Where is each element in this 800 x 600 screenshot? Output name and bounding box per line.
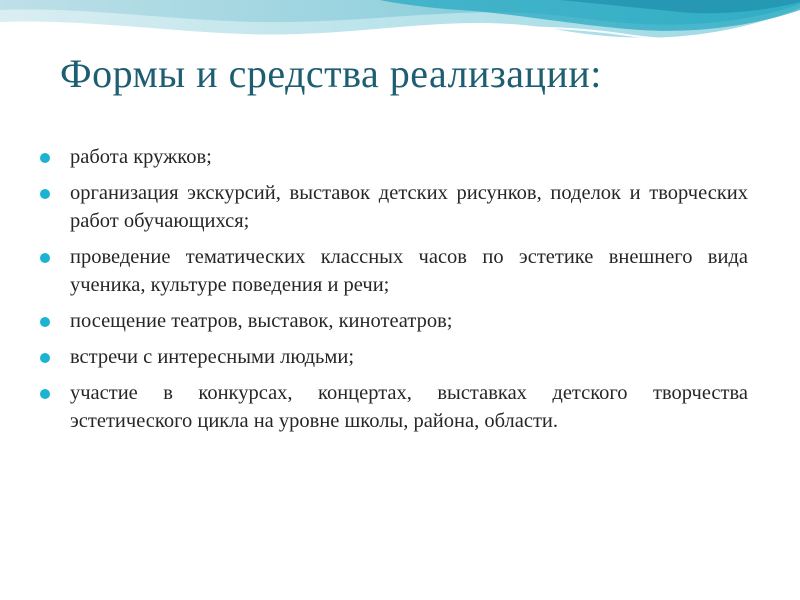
bullet-dot-icon [40, 317, 50, 327]
bullet-dot-icon [40, 389, 50, 399]
list-item [36, 379, 748, 435]
list-item [36, 243, 748, 299]
bullet-dot-icon [40, 189, 50, 199]
bullet-text: посещение театров, выставок, кинотеатров; [70, 310, 453, 332]
list-item [36, 179, 748, 235]
bullet-dot-icon [40, 253, 50, 263]
list-item [36, 343, 748, 371]
bullet-text: организация экскурсий, выставок детских рисунков, поделок и творческих работ обучающихся; [70, 182, 748, 232]
bullet-dot-icon [40, 353, 50, 363]
bullet-text: проведение тематических классных часов по эстетике внешнего вида ученика, культуре поведения и речи; [70, 246, 748, 296]
list-item [36, 307, 748, 335]
bullet-text: встречи с интересными людьми; [70, 346, 355, 368]
bullet-text: работа кружков; [70, 146, 212, 168]
bullet-text: участие в конкурсах, концертах, выставках детского творчества эстетического цикла на уровне школы, района, области. [70, 382, 748, 432]
bullet-list [36, 143, 748, 443]
list-item [36, 143, 748, 171]
bullet-dot-icon [40, 153, 50, 163]
slide-title: Формы и средства реализации: [60, 51, 602, 96]
